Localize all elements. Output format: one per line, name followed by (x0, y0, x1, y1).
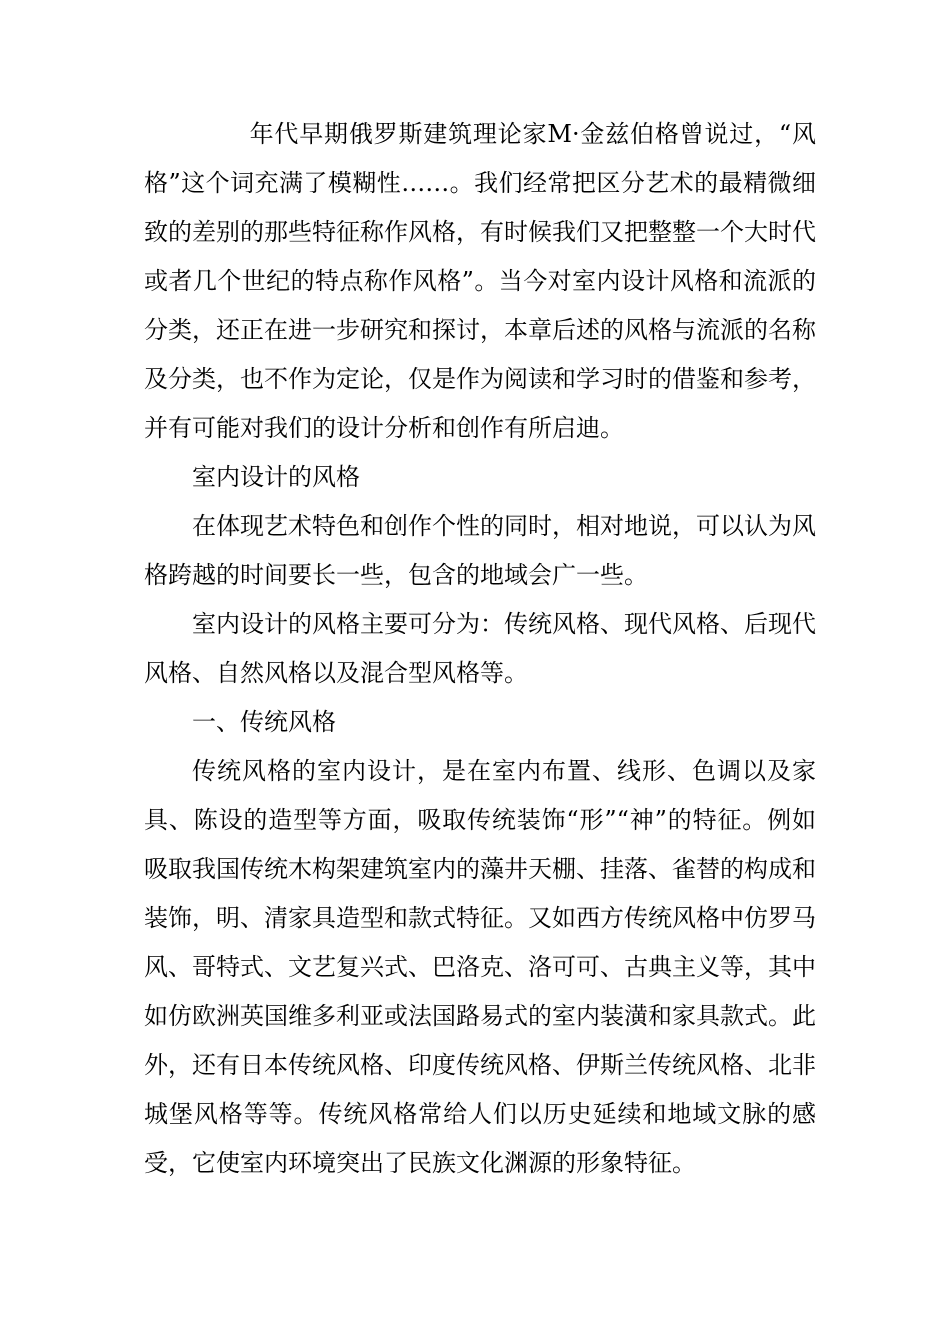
paragraph-style-categories: 室内设计的风格主要可分为：传统风格、现代风格、后现代风格、自然风格以及混合型风格等。 (144, 610, 816, 687)
section-heading-traditional-style: 一、传统风格 (192, 708, 336, 736)
paragraph-traditional-style: 传统风格的室内设计，是在室内布置、线形、色调以及家具、陈设的造型等方面，吸取传统装饰“形”“神”的特征。例如吸取我国传统木构架建筑室内的藻井天棚、挂落、雀替的构成和装饰，明、清家具造型和款式特征。又如西方传统风格中仿罗马风、哥特式、文艺复兴式、巴洛克、洛可可、古典主义等，其中如仿欧洲英国维多利亚或法国路易式的室内装潢和家具款式。此外，还有日本传统风格、印度传统风格、伊斯兰传统风格、北非城堡风格等等。传统风格常给人们以历史延续和地域文脉的感受，它使室内环境突出了民族文化渊源的形象特征。 (144, 757, 816, 1177)
paragraph-intro: 年代早期俄罗斯建筑理论家M·金兹伯格曾说过，“风格”这个词充满了模糊性……。我们经常把区分艺术的最精微细致的差别的那些特征称作风格，有时候我们又把整整一个大时代或者几个世纪的特点称作风格”。当今对室内设计风格和流派的分类，还正在进一步研究和探讨，本章后述的风格与流派的名称及分类，也不作为定论，仅是作为阅读和学习时的借鉴和参考，并有可能对我们的设计分析和创作有所启迪。 (144, 120, 816, 442)
section-heading-interior-style: 室内设计的风格 (192, 463, 360, 491)
paragraph-style-span: 在体现艺术特色和创作个性的同时，相对地说，可以认为风格跨越的时间要长一些，包含的地域会广一些。 (144, 512, 816, 589)
document-page (144, 110, 816, 1188)
